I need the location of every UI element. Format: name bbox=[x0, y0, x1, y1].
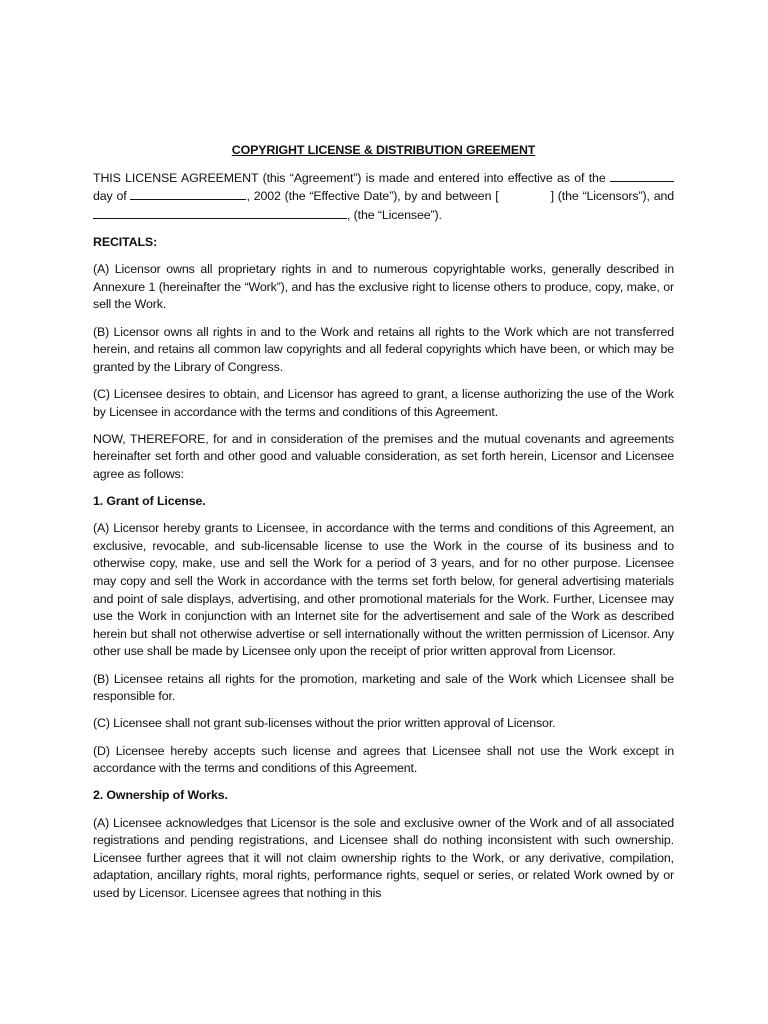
licensee-name-blank bbox=[93, 206, 347, 219]
section1-clause-b: (B) Licensee retains all rights for the promotion, marketing and sale of the Work which Licensee shall be responsible for. bbox=[93, 671, 674, 704]
intro-text-5: , (the “Licensee”). bbox=[347, 207, 442, 222]
section1-heading: 1. Grant of License. bbox=[93, 494, 206, 509]
section2-heading: 2. Ownership of Works. bbox=[93, 788, 228, 803]
now-therefore-paragraph: NOW, THEREFORE, for and in consideration of the premises and the mutual covenants and agreements hereinafter set forth and other good and valuable consideration, as set forth herein, Licensor and Licensee agree as follows: bbox=[93, 431, 674, 481]
month-blank bbox=[130, 187, 246, 200]
recital-c: (C) Licensee desires to obtain, and Licensor has agreed to grant, a license authorizing the use of the Work by Licensee in accordance with the terms and conditions of this Agreement. bbox=[93, 386, 674, 419]
section1-clause-a: (A) Licensor hereby grants to Licensee, in accordance with the terms and conditions of this Agreement, an exclusive, revocable, and sub-licensable license to use the Work in the course of its business and to otherwise copy, make, use and sell the Work for a period of 3 years, and for no other purpose. Licensee may copy and sell the Work in accordance with the terms set forth below, for general advertising materials and point of sale displays, advertising, and other promotional materials for the Work. Further, Licensee may use the Work in conjunction with an Internet site for the advertisement and sale of the Work as described herein but shall not otherwise advertise or sell internationally without the written permission of Licensor. Any other use shall be made by Licensee only upon the receipt of prior written approval from Licensor. bbox=[93, 521, 674, 659]
document-page bbox=[93, 142, 674, 912]
section2-clause-a: (A) Licensee acknowledges that Licensor is the sole and exclusive owner of the Work and of all associated registrations and pending registrations, and Licensee shall do nothing inconsistent with such ownership. Licensee further agrees that it will not claim ownership rights to the Work, or any derivative, compilation, adaptation, ancillary rights, moral rights, performance rights, sequel or series, or related Work owned by or used by Licensor. Licensee agrees that nothing in this bbox=[93, 815, 674, 900]
intro-text-3: , 2002 (the “Effective Date”), by and between [ bbox=[246, 189, 499, 204]
day-blank bbox=[610, 169, 674, 182]
section1-clause-c: (C) Licensee shall not grant sub-licenses without the prior written approval of Licensor. bbox=[93, 716, 556, 731]
document-title: COPYRIGHT LICENSE & DISTRIBUTION GREEMENT bbox=[231, 143, 536, 157]
recital-a: (A) Licensor owns all proprietary rights in and to numerous copyrightable works, generally described in Annexure 1 (hereinafter the “Work”), and has the exclusive right to license others to produce, copy, make, or sell the Work. bbox=[93, 262, 674, 312]
recitals-heading: RECITALS: bbox=[93, 234, 158, 249]
recital-b: (B) Licensor owns all rights in and to the Work and retains all rights to the Work which are not transferred herein, and retains all common law copyrights and all federal copyrights which have been, or which may be granted by the Library of Congress. bbox=[93, 324, 674, 374]
intro-paragraph bbox=[93, 169, 674, 225]
intro-text-2: day of bbox=[93, 189, 127, 204]
intro-text-4: ] (the “Licensors”), and bbox=[550, 189, 675, 204]
intro-text-1: THIS LICENSE AGREEMENT (this “Agreement”) is made and entered into effective as of the bbox=[93, 170, 606, 185]
section1-clause-d: (D) Licensee hereby accepts such license and agrees that Licensee shall not use the Work except in accordance with the terms and conditions of this Agreement. bbox=[93, 743, 674, 776]
